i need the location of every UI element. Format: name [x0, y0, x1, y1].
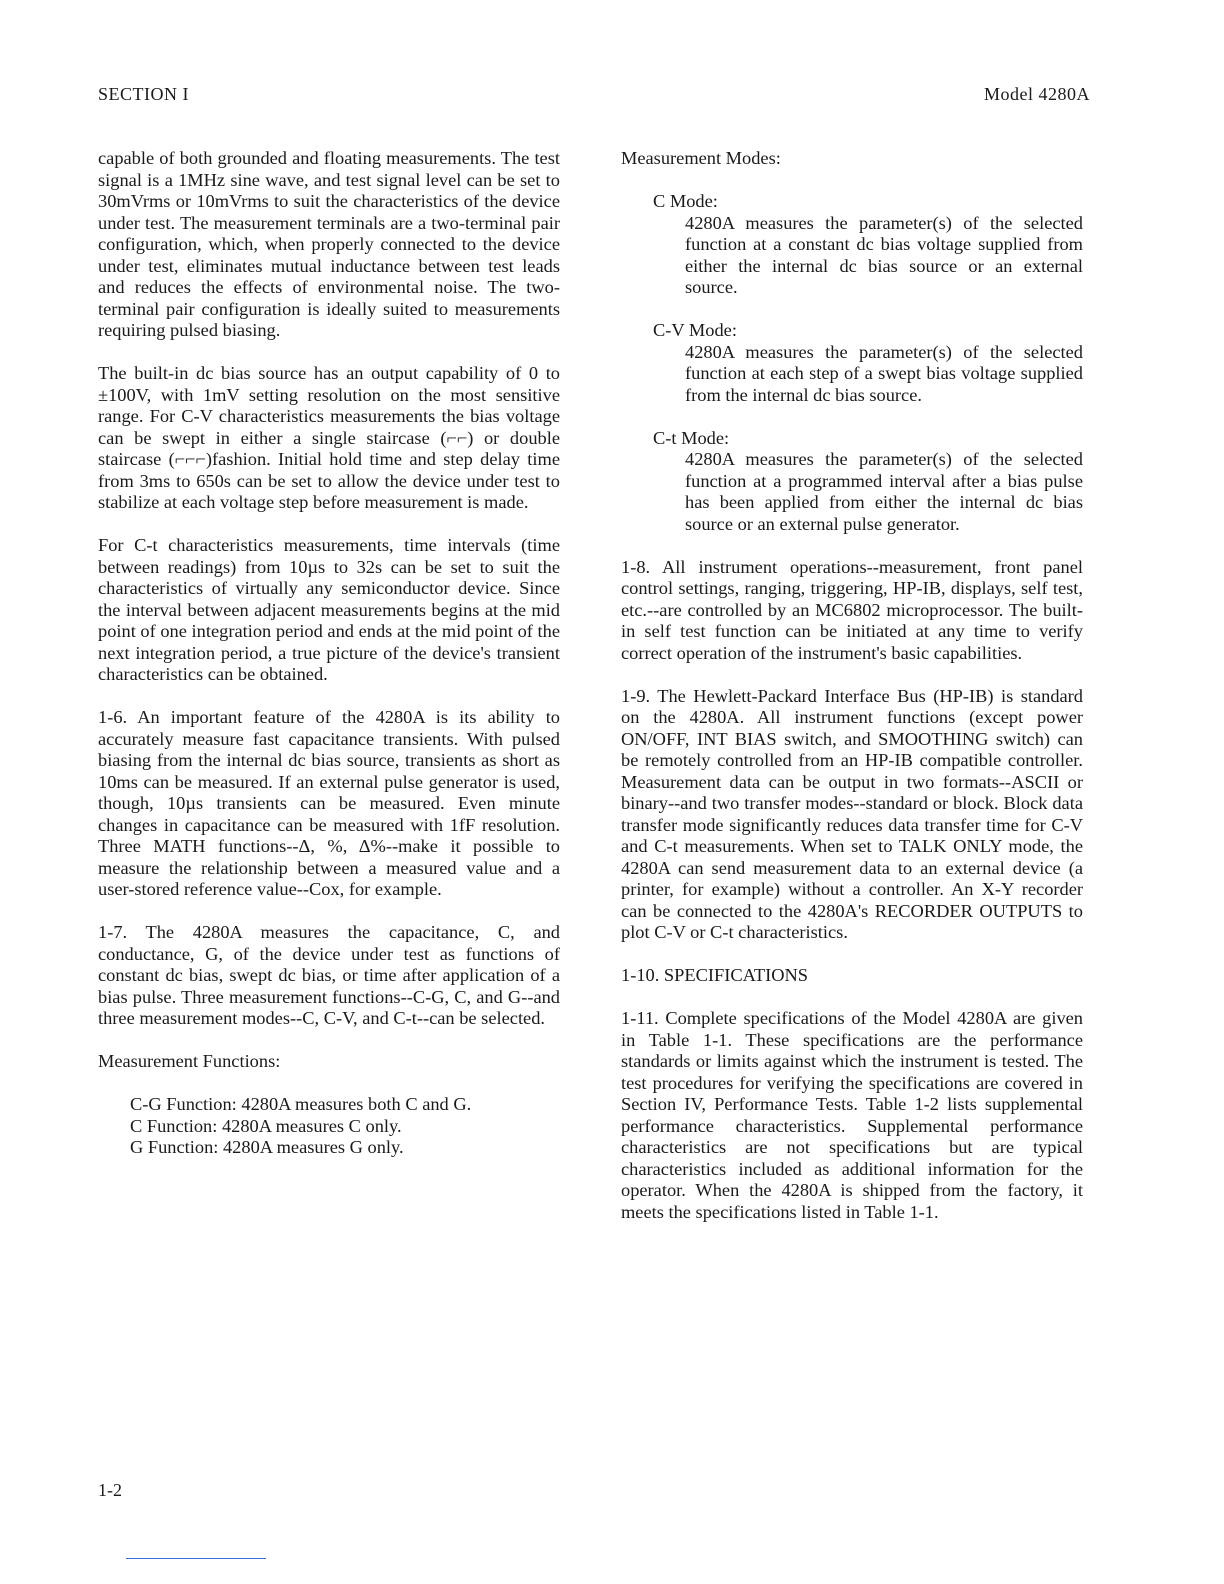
mode-description: 4280A measures the parameter(s) of the selected function at a constant dc bias voltage supplied from either the internal dc bias source or an external source.	[685, 212, 1083, 297]
function-label: G Function:	[130, 1137, 223, 1157]
model-header: Model 4280A	[984, 84, 1090, 104]
scan-artifact-line	[126, 1558, 266, 1559]
function-item-c	[130, 1116, 560, 1138]
section-header: SECTION I	[98, 84, 189, 104]
mode-name: C-V Mode:	[653, 320, 737, 340]
function-description: 4280A measures G only.	[222, 1137, 404, 1157]
specifications-heading: 1-10. SPECIFICATIONS	[621, 965, 808, 985]
paragraph-1-11: 1-11. Complete specifications of the Model 4280A are given in Table 1-1. These specifications are the performance standards or limits against which the instrument is tested. The test procedures for verifying the specifications are covered in Section IV, Performance Tests. Table 1-2 lists supplemental performance characteristics. Supplemental performance characteristics are not specifications but are typical characteristics included as additional information for the operator. When the 4280A is shipped from the factory, it meets the specifications listed in Table 1-1.	[621, 1008, 1083, 1222]
right-column	[621, 148, 1083, 1245]
paragraph-1-7: 1-7. The 4280A measures the capacitance, C, and conductance, G, of the device under test as functions of constant dc bias, swept dc bias, or time after application of a bias pulse. Three measurement functions--C-G, C, and G--and three measurement modes--C, C-V, and C-t--can be selected.	[98, 922, 560, 1028]
mode-description: 4280A measures the parameter(s) of the selected function at a programmed interval after a bias pulse has been applied from either the internal dc bias source or an external pulse generator.	[685, 449, 1083, 534]
function-description: 4280A measures both C and G.	[241, 1094, 472, 1114]
function-label: C Function:	[130, 1115, 222, 1136]
function-description: 4280A measures C only.	[221, 1115, 402, 1136]
page-number: 1-2	[98, 1480, 122, 1500]
function-label: C-G Function:	[130, 1094, 242, 1114]
functions-list	[130, 1094, 560, 1159]
mode-item-c	[653, 191, 1083, 299]
modes-heading: Measurement Modes:	[621, 148, 781, 168]
paragraph-dc-bias: The built-in dc bias source has an output capability of 0 to ±100V, with 1mV setting resolution on the most sensitive range. For C-V characteristics measurements the bias voltage can be swept in either a single staircase (⌐⌐) or double staircase (⌐⌐⌐)fashion. Initial hold time and step delay time from 3ms to 650s can be set to allow the device under test to stabilize at each voltage step before measurement is made.	[98, 363, 560, 512]
mode-item-cv	[653, 320, 1083, 406]
left-column	[98, 148, 560, 1159]
mode-name: C-t Mode:	[653, 427, 730, 448]
mode-item-ct	[653, 428, 1083, 536]
function-item-cg	[130, 1094, 560, 1116]
paragraph-ct-measurements: For C-t characteristics measurements, time intervals (time between readings) from 10µs to 32s can be set to suit the characteristics of virtually any semiconductor device. Since the interval between adjacent measurements begins at the mid point of one integration period and ends at the mid point of the next integration period, a true picture of the device's transient characteristics can be obtained.	[98, 535, 560, 684]
paragraph-1-9: 1-9. The Hewlett-Packard Interface Bus (HP-IB) is standard on the 4280A. All instrument functions (except power ON/OFF, INT BIAS switch, and SMOOTHING switch) can be remotely controlled from an HP-IB compatible controller. Measurement data can be output in two formats--ASCII or binary--and two transfer modes--standard or block. Block data transfer mode significantly reduces data transfer time for C-V and C-t measurements. When set to TALK ONLY mode, the 4280A can send measurement data to an external device (a printer, for example) without a controller. An X-Y recorder can be connected to the 4280A's RECORDER OUTPUTS to plot C-V or C-t characteristics.	[621, 685, 1083, 942]
paragraph-test-signal: capable of both grounded and floating measurements. The test signal is a 1MHz sine wave, and test signal level can be set to 30mVrms or 10mVrms to suit the characteristics of the device under test. The measurement terminals are a two-terminal pair configuration, which, when properly connected to the device under test, eliminates mutual inductance between test leads and reduces the effects of environmental noise. The two-terminal pair configuration is ideally suited to measurements requiring pulsed biasing.	[98, 148, 560, 340]
paragraph-1-6: 1-6. An important feature of the 4280A is its ability to accurately measure fast capacitance transients. With pulsed biasing from the internal dc bias source, transients as short as 10ms can be measured. If an external pulse generator is used, though, 10µs transients can be measured. Even minute changes in capacitance can be measured with 1fF resolution. Three MATH functions--Δ, %, Δ%--make it possible to measure the relationship between a measured value and a user-stored reference value--Cox, for example.	[98, 707, 560, 899]
function-item-g	[130, 1137, 560, 1159]
mode-description: 4280A measures the parameter(s) of the selected function at each step of a swept bias voltage supplied from the internal dc bias source.	[685, 341, 1083, 405]
functions-heading: Measurement Functions:	[98, 1051, 281, 1071]
paragraph-1-8: 1-8. All instrument operations--measurement, front panel control settings, ranging, triggering, HP-IB, displays, self test, etc.--are controlled by an MC6802 microprocessor. The built-in self test function can be initiated at any time to verify correct operation of the instrument's basic capabilities.	[621, 556, 1083, 663]
mode-name: C Mode:	[653, 191, 718, 211]
